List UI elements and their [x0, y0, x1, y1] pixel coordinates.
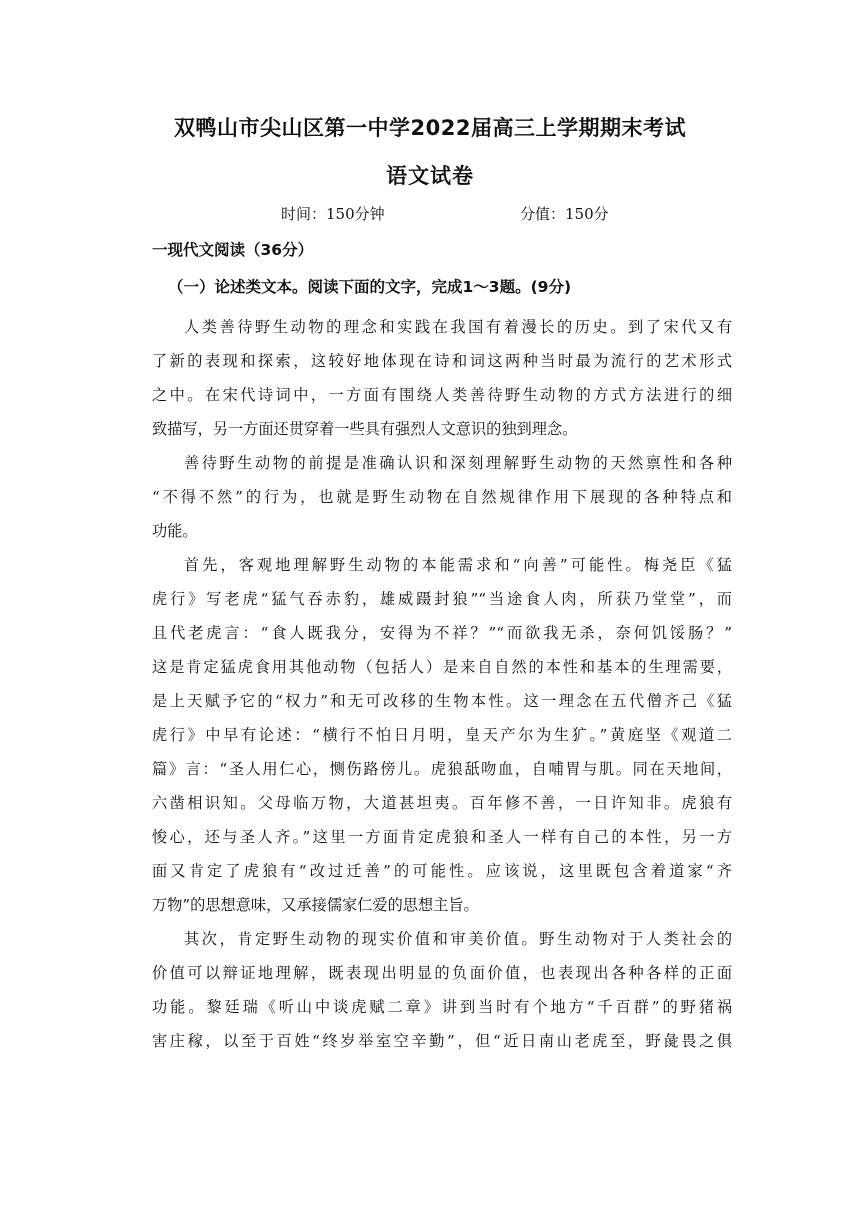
passage-line: 人类善待野生动物的理念和实践在我国有着漫长的历史。到了宋代又有	[184, 318, 732, 336]
passage-line: 是上天赋予它的“权力”和无可改移的生物本性。这一理念在五代僧齐己《猛	[152, 692, 732, 710]
passage-line: 且代老虎言：“食人既我分，安得为不祥？”“而欲我无杀，奈何饥馁肠？”	[152, 624, 732, 642]
passage-line: 害庄稼，以至于百姓“终岁举室空辛勤”，但“近日南山老虎至，野彘畏之俱	[152, 1032, 732, 1050]
exam-time: 时间：150分钟	[281, 205, 385, 223]
passage-line: 了新的表现和探索，这较好地体现在诗和词这两种当时最为流行的艺术形式	[152, 352, 732, 370]
passage-line: 价值可以辩证地理解，既表现出明显的负面价值，也表现出各种各样的正面	[152, 964, 732, 982]
exam-subtitle: 语文试卷	[386, 164, 474, 188]
passage-line: 之中。在宋代诗词中，一方面有围绕人类善待野生动物的方式方法进行的细	[152, 386, 732, 404]
passage-line: 功能。黎廷瑞《听山中谈虎赋二章》讲到当时有个地方“千百群”的野猪祸	[152, 998, 732, 1016]
passage-line: 篇》言：“圣人用仁心，恻伤路傍儿。虎狼舐吻血，自哺胃与肌。同在天地间，	[152, 760, 732, 778]
passage-line: 面又肯定了虎狼有“改过迁善”的可能性。应该说，这里既包含着道家“齐	[152, 862, 732, 880]
passage-line: 悛心，还与圣人齐。”这里一方面肯定虎狼和圣人一样有自己的本性，另一方	[152, 828, 732, 846]
passage-line: 这是肯定猛虎食用其他动物（包括人）是来自自然的本性和基本的生理需要，	[152, 658, 732, 676]
subsection-heading: （一）论述类文本。阅读下面的文字，完成1～3题。(9分)	[168, 278, 572, 296]
passage-line: 善待野生动物的前提是准确认识和深刻理解野生动物的天然禀性和各种	[184, 454, 732, 472]
passage-line: 首先，客观地理解野生动物的本能需求和“向善”可能性。梅尧臣《猛	[184, 556, 732, 574]
exam-score: 分值：150分	[520, 205, 609, 223]
passage-line: 六凿相识知。父母临万物，大道甚坦夷。百年修不善，一日许知非。虎狼有	[152, 794, 732, 812]
section-heading: 一现代文阅读（36分）	[152, 241, 314, 259]
passage-line: 致描写，另一方面还贯穿着一些具有强烈人文意识的独到理念。	[152, 420, 578, 438]
passage-line: 功能。	[152, 522, 198, 540]
passage-line: “不得不然”的行为，也就是野生动物在自然规律作用下展现的各种特点和	[152, 488, 732, 506]
passage-line: 虎行》写老虎“猛气吞赤豹，雄威蹑封狼”“当途食人肉，所获乃堂堂”，而	[152, 590, 732, 608]
passage-line: 其次，肯定野生动物的现实价值和审美价值。野生动物对于人类社会的	[184, 930, 732, 948]
passage-line: 万物”的思想意味，又承接儒家仁爱的思想主旨。	[152, 896, 479, 914]
passage-line: 虎行》中早有论述：“横行不怕日月明，皇天产尔为生犷。”黄庭坚《观道二	[152, 726, 732, 744]
reading-passage	[152, 310, 732, 1058]
exam-title: 双鸭山市尖山区第一中学2022届高三上学期期末考试	[174, 116, 686, 140]
